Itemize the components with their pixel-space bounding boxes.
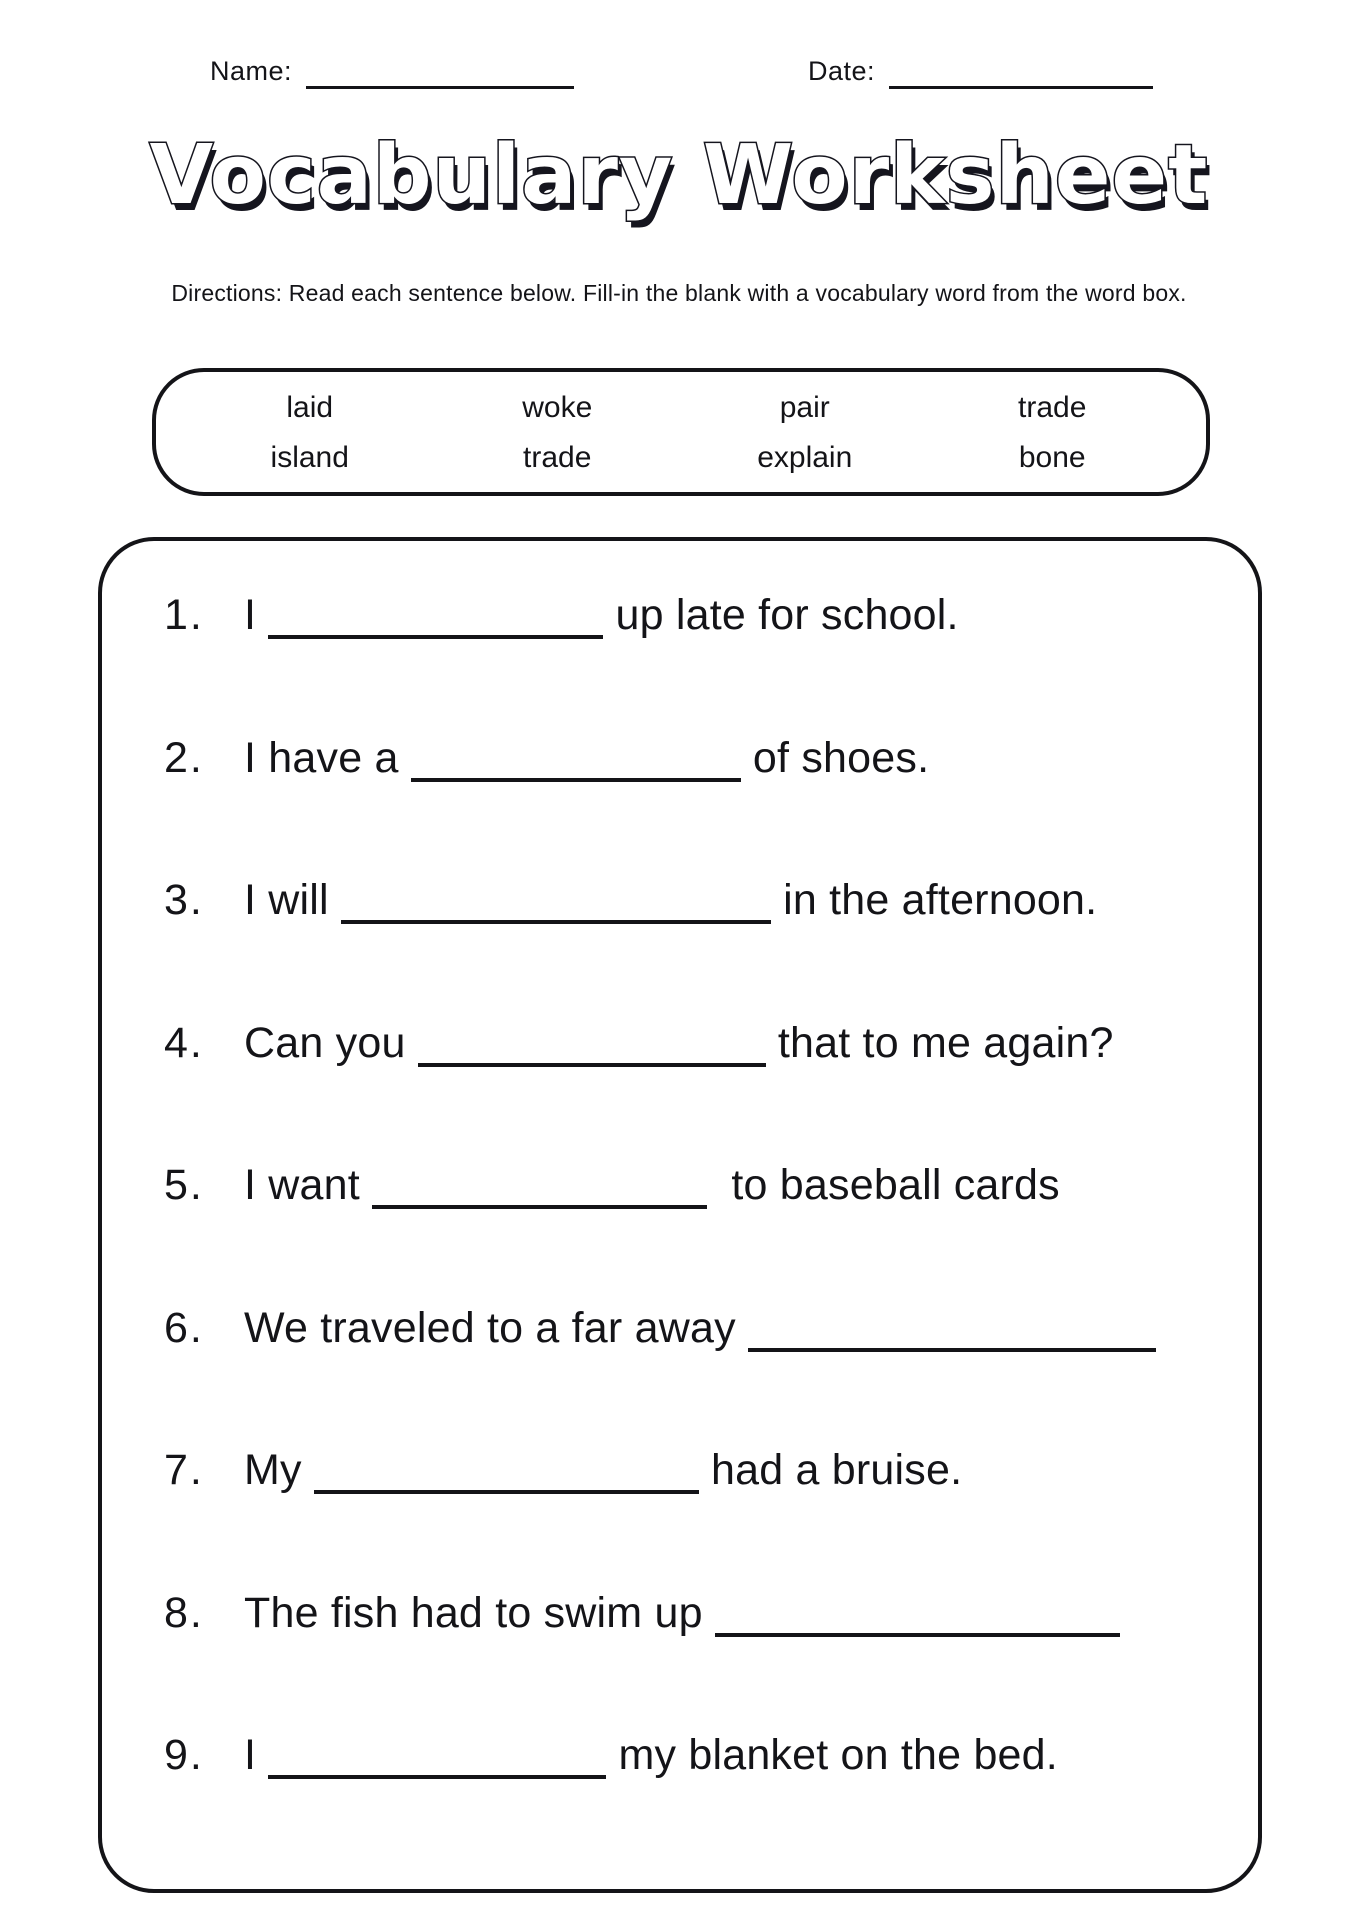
fill-in-blank-line <box>748 1348 1156 1352</box>
question-text <box>244 1019 1114 1068</box>
name-field-group <box>210 50 574 87</box>
word-box-word: bone <box>1018 440 1086 474</box>
question-text <box>244 876 1097 925</box>
question-number: 9. <box>164 1731 204 1779</box>
question-number: 4. <box>164 1018 204 1067</box>
date-label: Date: <box>808 56 876 86</box>
question-post-text: to baseball cards <box>731 1161 1060 1209</box>
fill-in-blank-line <box>341 920 771 924</box>
question-row-6 <box>164 1304 1258 1447</box>
question-row-8 <box>164 1589 1258 1732</box>
fill-in-blank-line <box>372 1205 707 1209</box>
question-number: 7. <box>164 1446 204 1494</box>
question-number: 3. <box>164 876 204 924</box>
question-pre-text: I will <box>244 876 329 924</box>
word-box <box>152 368 1210 496</box>
fill-in-blank-line <box>411 778 741 782</box>
question-number: 8. <box>164 1588 204 1637</box>
question-text <box>244 734 929 783</box>
question-number: 6. <box>164 1303 204 1352</box>
word-box-word: pair <box>779 390 830 424</box>
date-field-group <box>808 50 1153 87</box>
question-pre-text: I want <box>244 1161 360 1209</box>
word-box-word: explain <box>757 440 853 474</box>
word-box-word: woke <box>522 390 593 424</box>
question-post-text: of shoes. <box>752 733 930 782</box>
question-row-2 <box>164 734 1258 877</box>
fill-in-blank-line <box>418 1063 766 1067</box>
question-text <box>244 1446 962 1495</box>
question-pre-text: Can you <box>244 1018 406 1067</box>
word-box-word: trade <box>1018 390 1087 424</box>
fill-in-blank-line <box>715 1633 1120 1637</box>
question-number: 2. <box>164 733 204 782</box>
question-post-text: up late for school. <box>615 591 959 639</box>
question-post-text: that to me again? <box>777 1018 1114 1067</box>
directions-text: Directions: Read each sentence below. Fill-in the blank with a vocabulary word from the word box. <box>171 280 1187 306</box>
fill-in-blank-line <box>268 635 603 639</box>
question-pre-text: I have a <box>244 733 399 782</box>
question-row-7 <box>164 1446 1258 1589</box>
question-text <box>244 1731 1058 1780</box>
page-title: Vocabulary Worksheet <box>149 128 1209 223</box>
question-post-text: my blanket on the bed. <box>618 1731 1058 1779</box>
fill-in-blank-line <box>268 1775 606 1779</box>
word-box-word: laid <box>286 390 334 424</box>
question-number: 1. <box>164 591 204 639</box>
fill-in-blank-line <box>314 1490 699 1494</box>
question-row-9 <box>164 1731 1258 1874</box>
question-row-5 <box>164 1161 1258 1304</box>
question-text <box>244 1589 1120 1638</box>
question-row-4 <box>164 1019 1258 1162</box>
question-pre-text: The fish had to swim up <box>244 1588 703 1637</box>
question-text <box>244 1161 1060 1210</box>
question-pre-text: My <box>244 1446 302 1494</box>
question-post-text: had a bruise. <box>711 1446 963 1494</box>
word-box-word: island <box>270 440 349 474</box>
name-label: Name: <box>210 56 293 86</box>
date-blank-line <box>889 59 1153 89</box>
word-box-word: trade <box>523 440 592 474</box>
question-pre-text: I <box>244 591 257 639</box>
name-blank-line <box>306 59 574 89</box>
question-pre-text: I <box>244 1731 257 1779</box>
question-pre-text: We traveled to a far away <box>244 1303 736 1352</box>
question-number: 5. <box>164 1161 204 1209</box>
question-text <box>244 1304 1156 1353</box>
question-row-3 <box>164 876 1258 1019</box>
question-post-text: in the afternoon. <box>783 876 1098 924</box>
questions-box <box>98 537 1262 1893</box>
question-row-1 <box>164 591 1258 734</box>
question-text <box>244 591 959 640</box>
